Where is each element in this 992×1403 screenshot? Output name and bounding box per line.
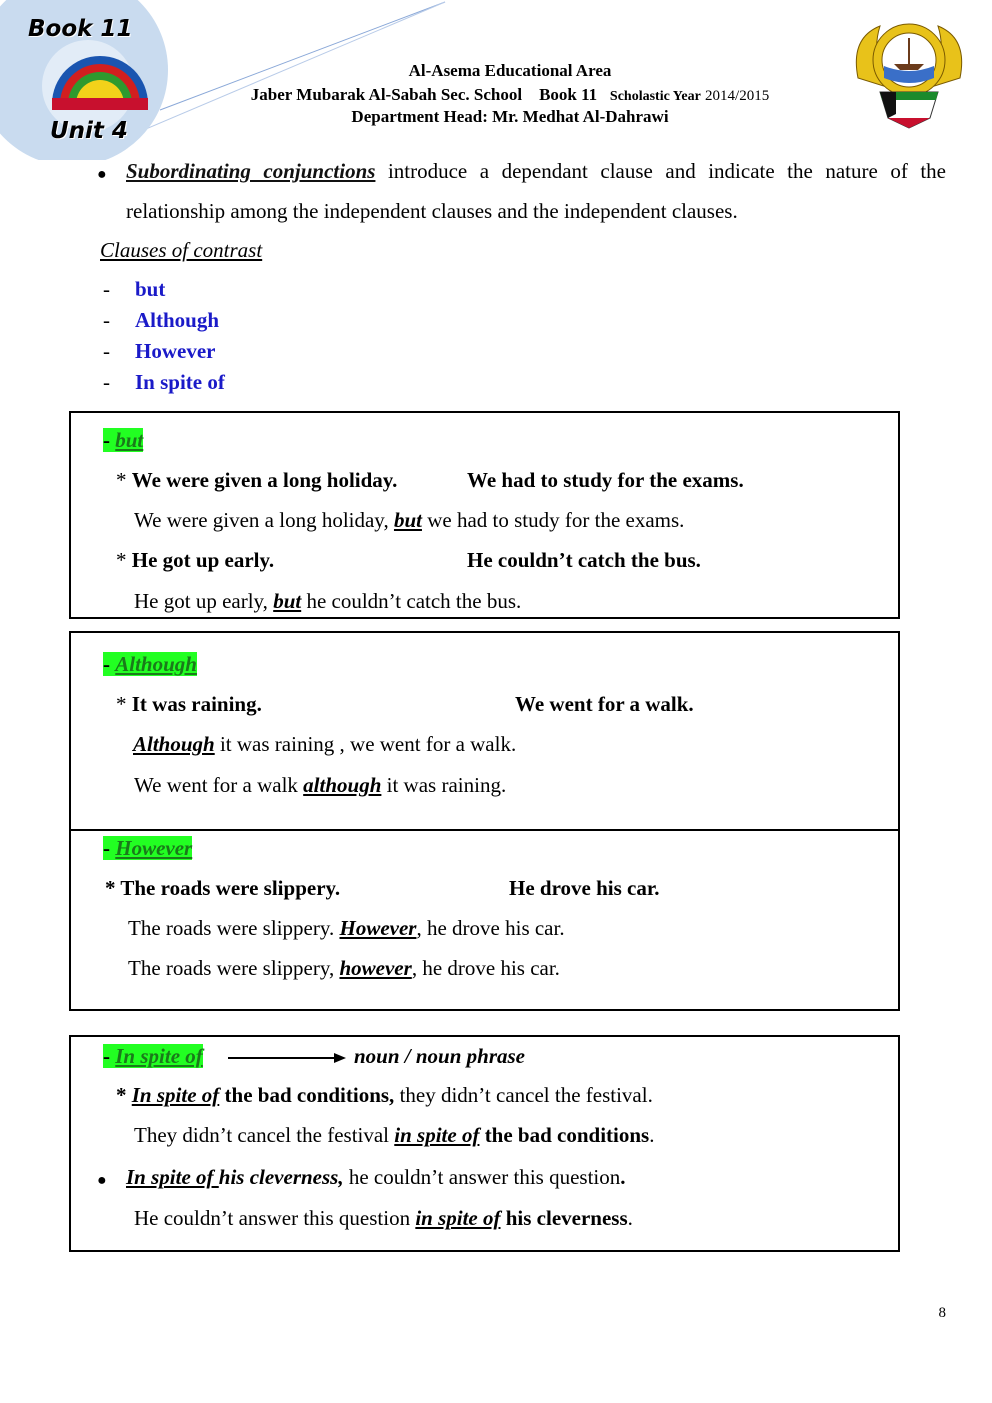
but-ex1-a: We were given a long holiday. — [131, 468, 398, 492]
header-year-label: Scholastic Year — [609, 89, 701, 104]
inspite-e4-pre: He couldn’t answer this question — [134, 1206, 416, 1230]
however-sentence-1 — [128, 916, 565, 941]
however-s2-post: , he drove his car. — [411, 956, 560, 980]
arrow-right-icon — [226, 1048, 350, 1068]
logo-book-text: Book 11 — [28, 16, 133, 42]
inspite-e4-bold: his cleverness — [500, 1206, 628, 1230]
box-although-label: Although — [115, 652, 197, 676]
box-however-label: However — [115, 836, 193, 860]
although-s2-post: it was raining. — [381, 773, 507, 797]
inspite-e2-end: . — [649, 1123, 655, 1147]
inspite-e3-bold: his cleverness, — [218, 1165, 344, 1189]
however-clause-a: * The roads were slippery. — [105, 876, 341, 900]
however-s1-key: However — [339, 916, 417, 940]
but-ex2-a: He got up early. — [131, 548, 275, 572]
inspite-e4-key: in spite of — [415, 1206, 501, 1230]
header-department-head: Department Head: Mr. Medhat Al-Dahrawi — [351, 107, 669, 126]
list-item: - In spite of — [103, 370, 225, 401]
box-although-heading: - Although — [103, 652, 197, 676]
inspite-e3-post: he couldn’t answer this question — [343, 1165, 621, 1189]
although-s2-pre: We went for a walk — [134, 773, 304, 797]
inspite-e2-bold: the bad conditions — [479, 1123, 650, 1147]
however-s1-pre: The roads were slippery. — [128, 916, 340, 940]
header-school-line — [180, 84, 840, 108]
book-logo — [0, 0, 170, 160]
inspite-example-1: * In spite of the bad conditions, they didn’t cancel the festival. — [116, 1083, 653, 1107]
list-item: - but — [103, 277, 225, 308]
contrast-title: Clauses of contrast — [100, 238, 263, 262]
but-ex1-sentence — [134, 508, 684, 533]
although-clause-b: We went for a walk. — [515, 692, 694, 716]
header-area-title: Al-Asema Educational Area — [408, 61, 612, 80]
but-ex2-key: but — [273, 589, 302, 613]
although-sentence-2 — [134, 773, 506, 798]
box-but-heading: - but — [103, 428, 144, 452]
inspite-e2-key: in spite of — [394, 1123, 480, 1147]
inspite-e4-end: . — [627, 1206, 633, 1230]
inspite-e1-bold: the bad conditions, — [219, 1083, 395, 1107]
although-s2-key: although — [303, 773, 382, 797]
page-number: 8 — [938, 1305, 946, 1321]
although-s1-post: it was raining , we went for a walk. — [214, 732, 517, 756]
although-ex-a: It was raining. — [131, 692, 262, 716]
kuwait-emblem — [850, 18, 968, 130]
box-inspite-heading: - In spite of — [103, 1044, 203, 1068]
inspite-e2-pre: They didn’t cancel the festival — [134, 1123, 395, 1147]
inspite-e1-key: In spite of — [131, 1083, 220, 1107]
but-ex2-post: he couldn’t catch the bus. — [301, 589, 522, 613]
header-school: Jaber Mubarak Al-Sabah Sec. School — [250, 85, 523, 104]
but-ex2-pre: He got up early, — [134, 589, 274, 613]
list-item-label: However — [135, 339, 216, 363]
although-clause-a: * It was raining. — [116, 692, 262, 716]
but-ex1-key: but — [393, 508, 422, 532]
box-however-heading: - However — [103, 836, 193, 860]
inspite-example-2 — [134, 1123, 654, 1148]
intro-term: Subordinating conjunctions — [126, 159, 376, 183]
however-ex-a: The roads were slippery. — [120, 876, 341, 900]
bullet-icon: ● — [97, 166, 107, 183]
box-but-label: but — [115, 428, 144, 452]
but-ex1-pre: We were given a long holiday, — [134, 508, 394, 532]
box-inspite-label: In spite of — [115, 1044, 203, 1068]
inspite-example-3 — [126, 1165, 626, 1190]
inspite-e3-key: In spite of — [126, 1165, 219, 1189]
however-s2-pre: The roads were slippery, — [128, 956, 340, 980]
bullet-icon: ● — [97, 1172, 107, 1189]
header-year: 2014/2015 — [705, 88, 770, 104]
inspite-e1-post: they didn’t cancel the festival. — [394, 1083, 653, 1107]
inspite-e3-end: . — [620, 1165, 626, 1189]
inspite-example-4 — [134, 1206, 633, 1231]
however-clause-b: He drove his car. — [509, 876, 660, 900]
intro-text: introduce a dependant clause and indicate the nature of the relationship among the independent clauses and the independent clauses. — [126, 159, 946, 223]
arrow-target: noun / noun phrase — [354, 1044, 526, 1068]
list-item-label: In spite of — [135, 370, 225, 394]
but-ex1-clause-a: * We were given a long holiday. — [116, 468, 398, 492]
header-book: Book 11 — [539, 85, 598, 104]
but-ex2-sentence — [134, 589, 521, 614]
however-s1-post: , he drove his car. — [416, 916, 565, 940]
contrast-list — [103, 277, 225, 401]
list-item: - However — [103, 339, 225, 370]
however-s2-key: however — [339, 956, 412, 980]
intro-paragraph — [126, 151, 946, 231]
however-sentence-2 — [128, 956, 560, 981]
but-ex1-clause-b: We had to study for the exams. — [467, 468, 744, 492]
although-s1-key: Although — [133, 732, 215, 756]
but-ex1-post: we had to study for the exams. — [421, 508, 685, 532]
list-item-label: Although — [135, 308, 220, 332]
logo-unit-text: Unit 4 — [50, 118, 128, 144]
although-sentence-1 — [133, 732, 516, 757]
but-ex2-clause-b: He couldn’t catch the bus. — [467, 548, 701, 572]
but-ex2-clause-a: * He got up early. — [116, 548, 275, 572]
list-item: - Although — [103, 308, 225, 339]
list-item-label: but — [135, 277, 166, 301]
